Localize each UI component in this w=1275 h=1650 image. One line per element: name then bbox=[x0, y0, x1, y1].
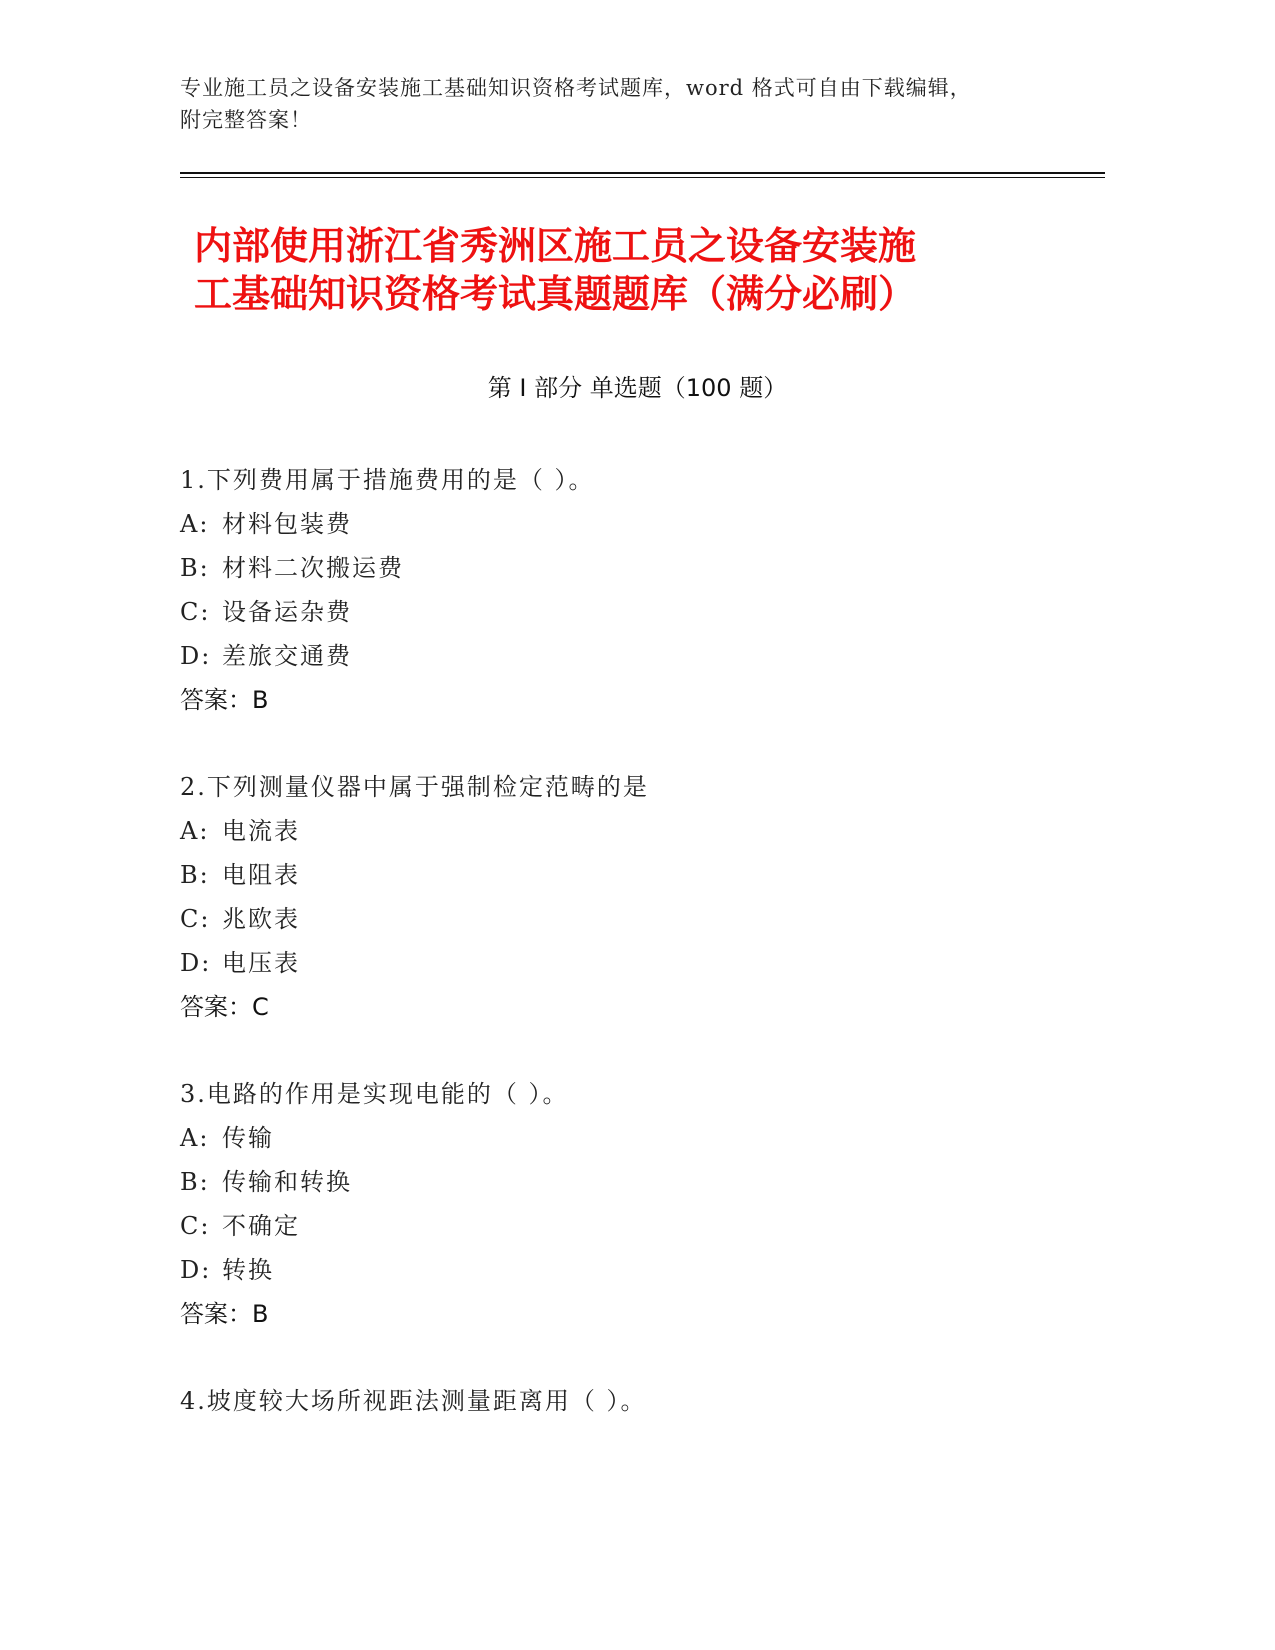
option-a bbox=[180, 1116, 1080, 1160]
option-text: 传输和转换 bbox=[222, 1168, 352, 1196]
option-letter: C: bbox=[180, 1212, 211, 1240]
question-text: 4.坡度较大场所视距法测量距离用（ ）。 bbox=[180, 1387, 647, 1415]
document-title-line-2: 工基础知识资格考试真题题库（满分必刷） bbox=[194, 272, 917, 316]
question-list bbox=[180, 458, 1080, 1466]
option-text: 转换 bbox=[222, 1256, 274, 1284]
option-text: 材料二次搬运费 bbox=[222, 554, 404, 582]
option-text: 设备运杂费 bbox=[222, 598, 352, 626]
option-text: 传输 bbox=[222, 1124, 274, 1152]
option-a bbox=[180, 502, 1080, 546]
option-c bbox=[180, 897, 1080, 941]
question-3 bbox=[180, 1072, 1080, 1336]
document-title bbox=[194, 222, 1044, 318]
question-text: 3.电路的作用是实现电能的（ ）。 bbox=[180, 1080, 569, 1108]
option-b bbox=[180, 1160, 1080, 1204]
option-text: 电流表 bbox=[222, 817, 300, 845]
option-text: 电阻表 bbox=[222, 861, 300, 889]
question-4 bbox=[180, 1379, 1080, 1423]
question-text: 1.下列费用属于措施费用的是（ ）。 bbox=[180, 466, 595, 494]
answer-line: 答案：B bbox=[180, 1300, 269, 1328]
option-a bbox=[180, 809, 1080, 853]
answer-line: 答案：C bbox=[180, 993, 269, 1021]
question-text: 2.下列测量仪器中属于强制检定范畴的是 bbox=[180, 773, 649, 801]
page-header bbox=[180, 72, 1040, 136]
option-letter: C: bbox=[180, 598, 211, 626]
option-letter: A: bbox=[180, 817, 210, 845]
question-2 bbox=[180, 765, 1080, 1029]
section-title: 第 I 部分 单选题（100 题） bbox=[487, 374, 788, 402]
option-text: 不确定 bbox=[222, 1212, 300, 1240]
option-b bbox=[180, 546, 1080, 590]
option-text: 材料包装费 bbox=[222, 510, 352, 538]
option-letter: A: bbox=[180, 1124, 210, 1152]
option-d bbox=[180, 1248, 1080, 1292]
option-text: 差旅交通费 bbox=[222, 642, 352, 670]
answer-line: 答案：B bbox=[180, 686, 269, 714]
option-b bbox=[180, 853, 1080, 897]
option-c bbox=[180, 1204, 1080, 1248]
option-letter: D: bbox=[180, 1256, 212, 1284]
option-d bbox=[180, 634, 1080, 678]
option-letter: B: bbox=[180, 1168, 210, 1196]
option-d bbox=[180, 941, 1080, 985]
option-letter: D: bbox=[180, 642, 212, 670]
option-letter: A: bbox=[180, 510, 210, 538]
option-letter: C: bbox=[180, 905, 211, 933]
header-line-1: 专业施工员之设备安装施工基础知识资格考试题库，word 格式可自由下载编辑， bbox=[180, 76, 972, 100]
header-rule-thick bbox=[180, 172, 1105, 174]
header-line-2: 附完整答案！ bbox=[180, 108, 312, 132]
document-title-line-1: 内部使用浙江省秀洲区施工员之设备安装施 bbox=[194, 224, 917, 268]
option-letter: B: bbox=[180, 861, 210, 889]
option-letter: B: bbox=[180, 554, 210, 582]
option-letter: D: bbox=[180, 949, 212, 977]
header-rule-thin bbox=[180, 177, 1105, 178]
option-text: 电压表 bbox=[222, 949, 300, 977]
question-1 bbox=[180, 458, 1080, 722]
option-text: 兆欧表 bbox=[222, 905, 300, 933]
option-c bbox=[180, 590, 1080, 634]
